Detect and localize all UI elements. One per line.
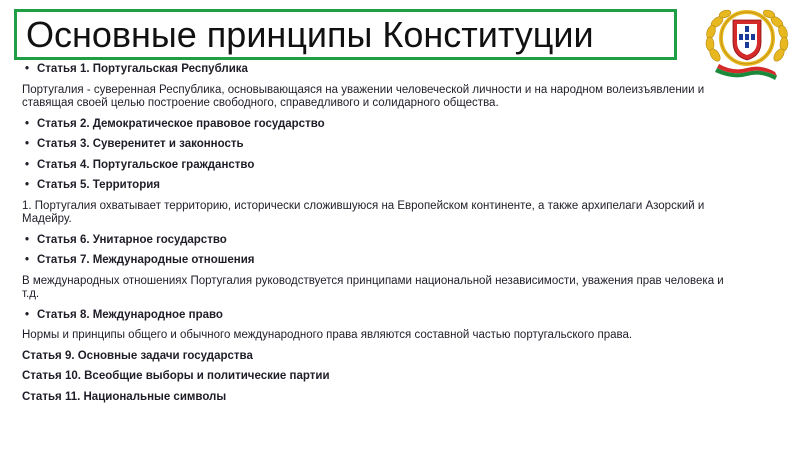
title-frame [14,9,677,60]
list-item: Нормы и принципы общего и обычного международного права являются составной частью португальского права. [22,329,633,341]
list-item: • Статья 5. Территория [22,179,738,193]
list-item: • Статья 7. Международные отношения [22,254,738,268]
list-item: • Статья 4. Португальское гражданство [22,159,738,173]
list-item: Португалия - суверенная Республика, основывающаяся на уважении человеческой личности и на народном волеизъявлении и ставящая своей целью построение свободного, справедливого и солидарного общества. [22,83,705,109]
list-item: • Статья 1. Португальская Республика [22,63,738,77]
list-item: • Статья 8. Международное право [22,309,738,323]
list-item: • Статья 3. Суверенитет и законность [22,138,738,152]
list-item: В международных отношениях Португалия руководствуется принципами национальной независимости, уважения прав человека и т.д. [22,274,724,300]
page-title: Основные принципы Конституции [26,14,594,55]
list-item: • Статья 2. Демократическое правовое государство [22,118,738,132]
list-item: • Статья 6. Унитарное государство [22,234,738,248]
list-item: Статья 9. Основные задачи государства [22,349,253,362]
article-list [22,63,738,404]
list-item: Статья 10. Всеобщие выборы и политические партии [22,370,330,382]
list-item: Статья 11. Национальные символы [22,390,227,403]
list-item: 1. Португалия охватывает территорию, исторически сложившуюся на Европейском континенте, а также архипелаги Азорский и Мадейру. [22,199,705,225]
